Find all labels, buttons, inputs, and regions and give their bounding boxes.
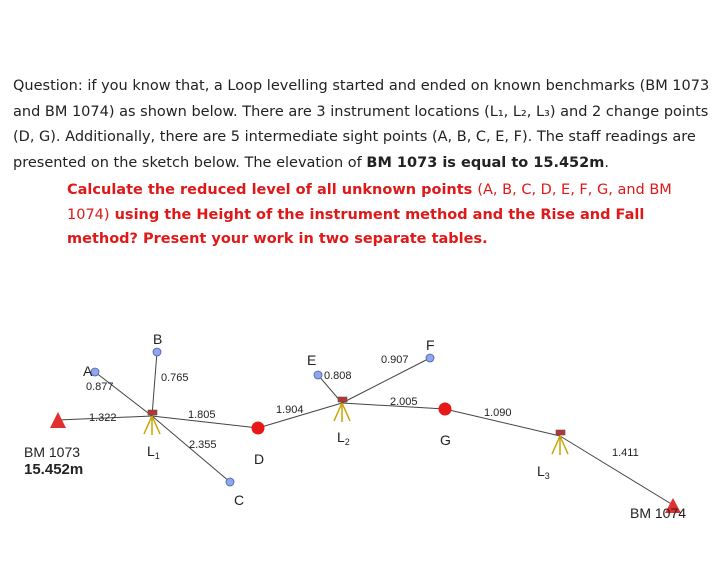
sight-lines <box>58 352 673 505</box>
point-c-marker <box>226 478 234 486</box>
reading-d-back: 1.904 <box>276 404 304 416</box>
reading-g-back: 1.090 <box>484 407 512 419</box>
point-e-marker <box>314 371 322 379</box>
point-b-marker <box>153 348 161 356</box>
label-l3: $L_3$ <box>537 463 550 481</box>
label-b: B <box>153 331 163 347</box>
instrument-l1-icon <box>144 410 160 435</box>
reading-g-fore: 2.005 <box>390 396 418 408</box>
label-l1: $L_1$ <box>147 443 160 461</box>
reading-d-fore: 1.805 <box>188 409 216 421</box>
task-part1: Calculate the reduced level of all unknown points <box>67 182 478 198</box>
label-a: A <box>83 363 93 379</box>
label-d: D <box>254 451 265 467</box>
question-body: Question: if you know that, a Loop levelling started and ended on known benchmarks (BM 1073 and BM 1074) as shown below. There are 3 instrument locations (L₁, L₂, L₃) and 2 change points (D, G). Additionally, there are 5 intermediate sight points (A, B, C, E, F). The staff readings are presented on the sketch below. The elevation of <box>13 78 710 171</box>
question-bm-elevation: BM 1073 is equal to 15.452m <box>366 154 605 171</box>
reading-bm1074: 1.411 <box>612 447 639 459</box>
reading-e: 0.808 <box>324 370 352 382</box>
reading-bm1073: 1.322 <box>89 412 117 424</box>
question-end: . <box>604 154 609 171</box>
instrument-l3-icon <box>552 430 568 455</box>
reading-b: 0.765 <box>161 372 189 384</box>
change-point-g <box>439 403 452 416</box>
task-points-list: (A, B, C, D, E, F, G, and BM 1074) <box>67 182 672 223</box>
line-b-l1 <box>152 352 157 416</box>
reading-c: 2.355 <box>189 439 217 451</box>
label-c: C <box>234 492 245 508</box>
bm1073-elevation: 15.452m <box>24 461 84 478</box>
label-g: G <box>440 432 451 448</box>
label-l2: $L_2$ <box>337 429 350 447</box>
bm1074-name: BM 1074 <box>630 505 687 521</box>
reading-a: 0.877 <box>86 381 114 393</box>
reading-f: 0.907 <box>381 354 409 366</box>
instrument-l2-icon <box>334 397 350 422</box>
label-e: E <box>307 352 317 368</box>
label-f: F <box>426 337 435 353</box>
line-a-l1 <box>95 372 152 416</box>
task-part2: using the Height of the instrument method and the Rise and Fall method? Present your work in two separate tables. <box>67 206 645 247</box>
point-f-marker <box>426 354 434 362</box>
bm1073-name: BM 1073 <box>24 444 81 460</box>
change-point-d <box>252 422 265 435</box>
